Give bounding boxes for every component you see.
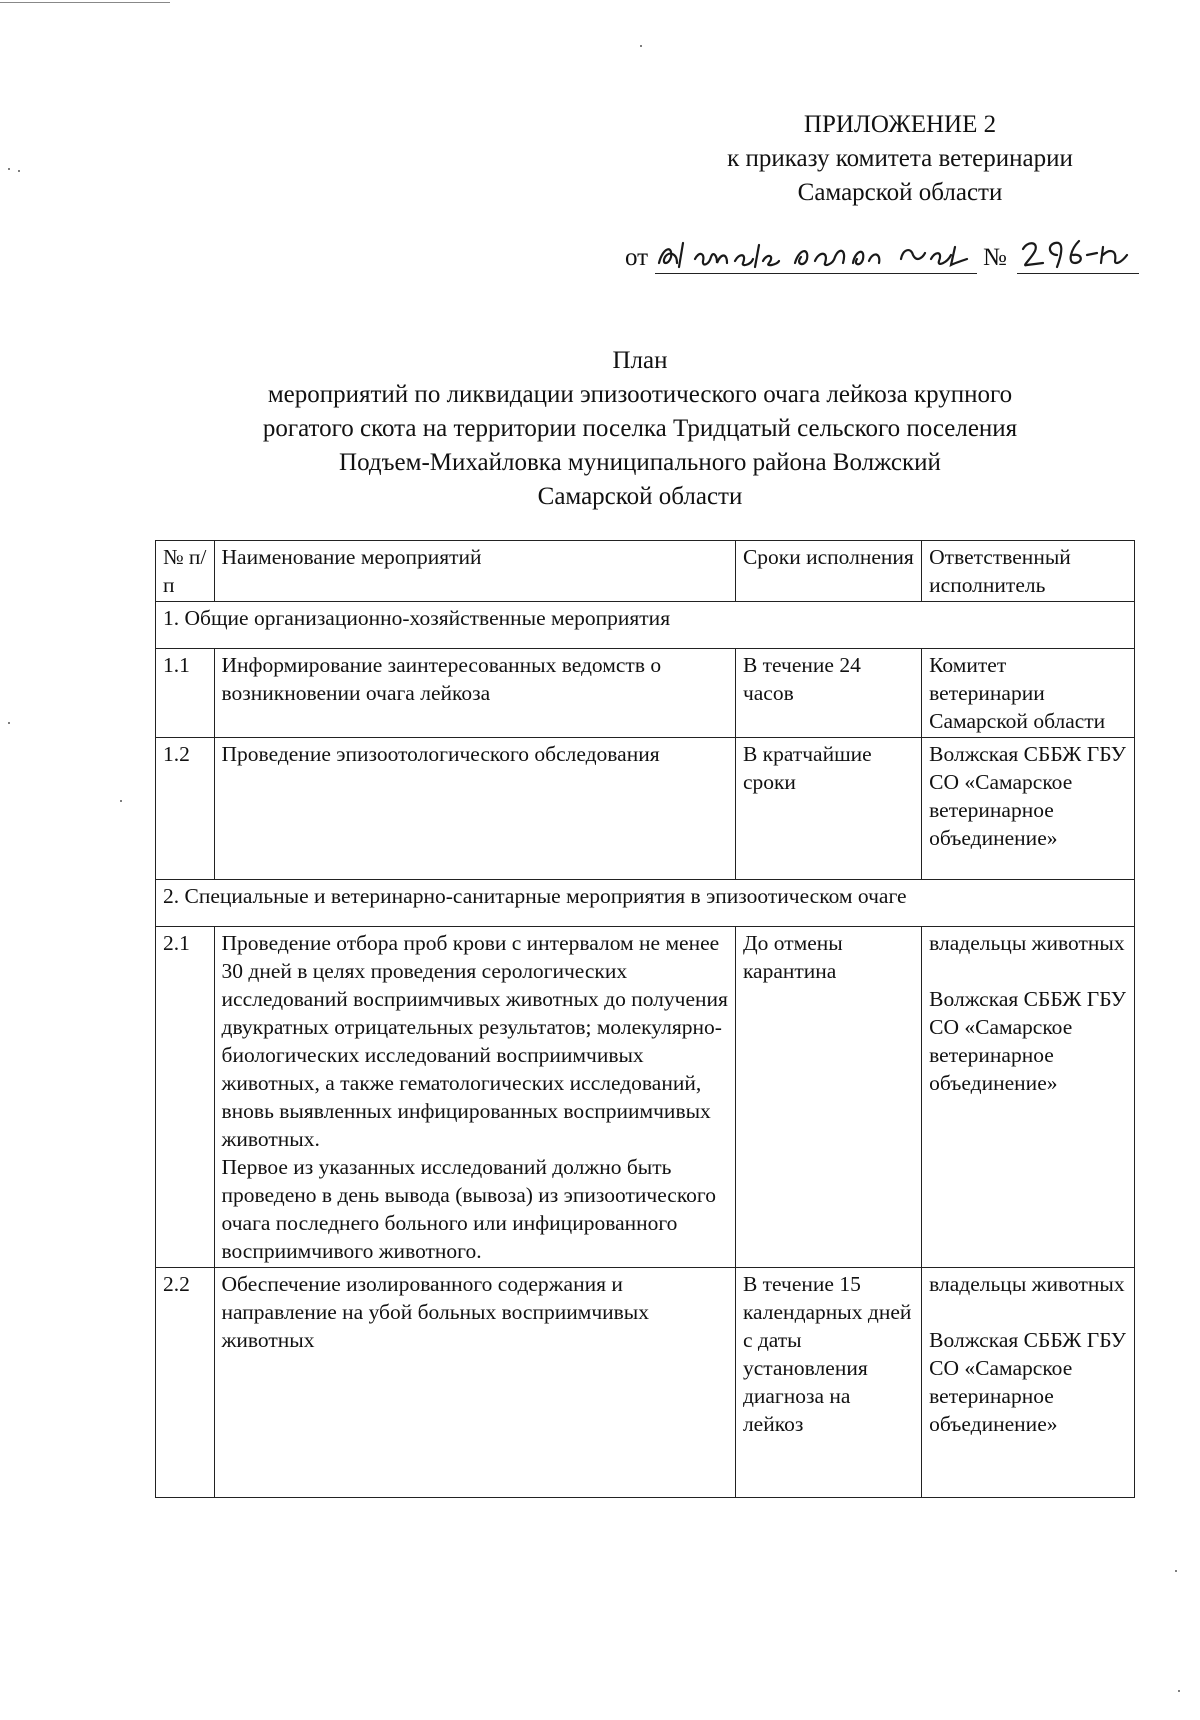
table-row [156,1268,1135,1498]
section-title: 1. Общие организационно-хозяйственные мероприятия [156,602,1135,649]
scan-speck [120,800,122,802]
row-term: До отмены карантина [735,927,921,1268]
appendix-header [680,108,1120,210]
section-row [156,880,1135,927]
scan-speck [1175,1570,1177,1572]
table-header-row [156,541,1135,602]
row-num: 1.1 [156,649,215,738]
plan-title-line: рогатого скота на территории поселка Тридцатый сельского поселения [262,415,1018,442]
row-num: 1.2 [156,738,215,880]
row-name: Проведение эпизоотологического обследования [214,738,735,880]
appendix-line: Самарской области [797,179,1003,206]
order-number-label: № [983,244,1007,271]
row-name: Информирование заинтересованных ведомств о возникновении очага лейкоза [214,649,735,738]
plan-title-line: мероприятий по ликвидации эпизоотического очага лейкоза крупного [267,381,1013,408]
row-responsible-cell [922,1268,1135,1498]
appendix-line: к приказу комитета ветеринарии [727,145,1073,172]
row-responsible: Волжская СББЖ ГБУ СО «Самарское ветеринарное объединение» [922,738,1135,880]
plan-heading: План [612,347,668,374]
plan-title-line: Подъем-Михайловка муниципального района Волжский [339,449,941,476]
order-reference [625,238,1145,278]
handwritten-number-field [1017,233,1139,274]
row-term: В течение 15 календарных дней с даты установления диагноза на лейкоз [735,1268,921,1498]
scan-speck [8,722,10,724]
appendix-title: ПРИЛОЖЕНИЕ 2 [803,111,997,138]
row-term: В течение 24 часов [735,649,921,738]
row-responsible-org: Волжская СББЖ ГБУ СО «Самарское ветеринарное объединение» [929,1328,1127,1436]
header-responsible: Ответственный исполнитель [922,541,1135,602]
section-row [156,602,1135,649]
row-name-extra: Первое из указанных исследований должно быть проведено в день вывода (вывоза) из эпизоотического очага последнего больного или инфицированного восприимчивого животного. [221,1155,716,1263]
handwritten-number-scribble [1017,233,1139,273]
scan-speck [18,170,20,172]
row-num: 2.1 [156,927,215,1268]
header-num: № п/п [156,541,215,602]
row-responsible-owner: владельцы животных [929,931,1125,955]
scan-speck [640,45,642,47]
table-row [156,738,1135,880]
row-name: Проведение отбора проб крови с интервалом не менее 30 дней в целях проведения серологических исследований восприимчивых животных до получения двукратных отрицательных результатов; молекулярно-биологических исследований восприимчивых животных, а также гематологических исследований, вновь выявленных инфицированных восприимчивых животных. [221,931,728,1151]
section-title: 2. Специальные и ветеринарно-санитарные мероприятия в эпизоотическом очаге [156,880,1135,927]
scan-artifact-line [0,2,170,3]
scan-speck [1178,1690,1180,1692]
row-name-cell [214,927,735,1268]
order-from-label: от [625,244,649,271]
row-name: Обеспечение изолированного содержания и направление на убой больных восприимчивых животных [214,1268,735,1498]
header-name: Наименование мероприятий [214,541,735,602]
row-responsible: Комитет ветеринарии Самарской области [922,649,1135,738]
row-responsible-cell [922,927,1135,1268]
plan-title-line: Самарской области [537,483,743,510]
plan-title-block [120,344,1160,514]
measures-table [155,540,1135,1498]
row-responsible-owner: владельцы животных [929,1272,1125,1296]
row-num: 2.2 [156,1268,215,1498]
row-responsible-org: Волжская СББЖ ГБУ СО «Самарское ветеринарное объединение» [929,987,1127,1095]
row-term: В кратчайшие сроки [735,738,921,880]
scan-speck [8,168,10,170]
handwritten-date-scribble [655,233,977,273]
table-row [156,649,1135,738]
handwritten-date-field [655,233,977,274]
table-row [156,927,1135,1268]
header-term: Сроки исполнения [735,541,921,602]
